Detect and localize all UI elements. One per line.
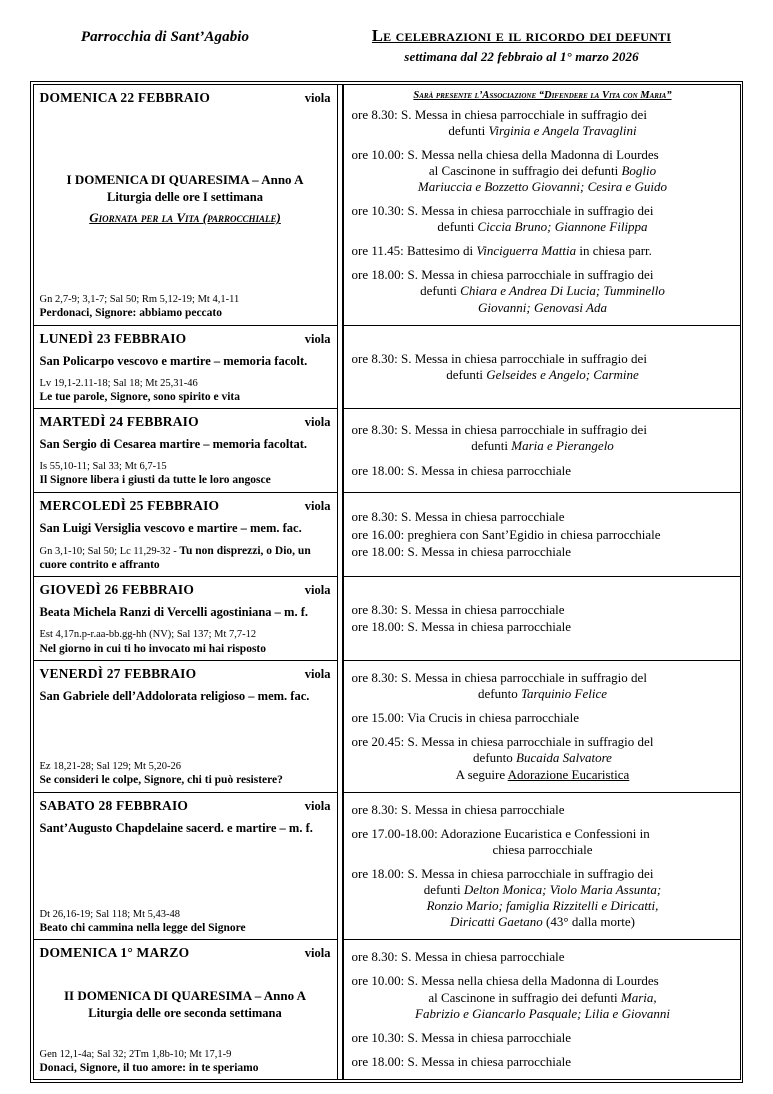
table-row — [34, 939, 740, 1079]
celebration-continuation: chiesa parrocchiale — [492, 841, 593, 857]
celebration-entry — [352, 544, 734, 560]
celebration-entry — [352, 351, 734, 383]
scripture-readings — [40, 544, 331, 573]
celebration-continuation: Ronzio Mario; famiglia Rizzitelli e Diricatti, — [426, 898, 659, 914]
celebration-entry — [352, 619, 734, 635]
celebration-description: S. Messa in chiesa parrocchiale in suffragio dei — [407, 203, 654, 219]
celebration-continuation: defunti Virginia e Angela Travaglini — [448, 122, 637, 138]
celebration-entry — [352, 1054, 734, 1070]
feast-block — [40, 452, 331, 460]
day-cell — [34, 408, 337, 492]
psalm-response: Donaci, Signore, il tuo amore: in te speriamo — [39, 1061, 259, 1074]
psalm-response: Perdonaci, Signore: abbiamo peccato — [39, 307, 222, 320]
saint-memorial: Beata Michela Ranzi di Vercelli agostiniana – m. f. — [39, 605, 309, 620]
celebration-time: ore 10.30: — [351, 203, 405, 219]
celebration-description: S. Messa nella chiesa della Madonna di Lourdes — [407, 973, 659, 989]
day-name: VENERDÌ 27 FEBBRAIO — [39, 665, 197, 681]
day-header — [40, 582, 331, 598]
celebration-time: ore 16.00: — [351, 526, 405, 542]
celebration-time: ore 20.45: — [351, 734, 405, 750]
readings-text: Lv 19,1-2.11-18; Sal 18; Mt 25,31-46 — [39, 377, 198, 389]
celebration-description: S. Messa in chiesa parrocchiale in suffragio del — [407, 734, 654, 750]
celebrations-cell — [343, 660, 740, 792]
celebration-entry — [352, 463, 734, 479]
celebration-entry — [352, 243, 734, 259]
celebration-continuation: al Cascinone in suffragio dei defunti Boglio — [428, 162, 657, 178]
schedule-table-body — [33, 84, 741, 1081]
celebrations-cell — [343, 939, 740, 1079]
celebration-continuation: Giovanni; Genovasi Ada — [477, 299, 608, 315]
readings-text: Ez 18,21-28; Sal 129; Mt 5,20-26 — [39, 761, 181, 773]
celebration-time: ore 8.30: — [351, 509, 398, 525]
table-row — [34, 660, 740, 792]
celebration-time: ore 10.30: — [351, 1029, 405, 1045]
celebrations-cell — [343, 408, 740, 492]
celebrations-cell — [343, 492, 740, 577]
celebration-description: S. Messa in chiesa parrocchiale in suffragio dei — [400, 350, 647, 366]
liturgical-color: viola — [304, 90, 331, 105]
celebration-continuation: defunto Tarquinio Felice — [477, 686, 608, 702]
table-row — [34, 792, 740, 940]
celebration-entry — [352, 866, 734, 930]
day-name: MERCOLEDÌ 25 FEBBRAIO — [39, 497, 220, 513]
scripture-readings — [40, 377, 331, 390]
celebration-description: S. Messa in chiesa parrocchiale in suffragio dei — [407, 865, 654, 881]
celebration-time: ore 8.30: — [351, 106, 398, 122]
celebration-description: S. Messa in chiesa parrocchiale in suffragio dei — [400, 422, 647, 438]
celebration-time: ore 8.30: — [351, 669, 398, 685]
celebration-continuation: defunti Maria e Pierangelo — [471, 438, 614, 454]
association-note: Sarà presente l’Associazione “Difendere la Vita con Maria” — [413, 89, 672, 101]
celebration-entry — [352, 527, 734, 543]
celebration-description: S. Messa in chiesa parrocchiale — [407, 619, 571, 635]
day-name: GIOVEDÌ 26 FEBBRAIO — [39, 582, 195, 598]
celebration-time: ore 10.00: — [351, 973, 405, 989]
day-name: DOMENICA 22 FEBBRAIO — [39, 89, 211, 105]
feast-block — [40, 106, 331, 294]
celebration-time: ore 8.30: — [351, 949, 398, 965]
schedule-table — [30, 81, 743, 1083]
readings-text: Gn 3,1-10; Sal 50; Lc 11,29-32 - — [39, 545, 180, 557]
readings-text: Dt 26,16-19; Sal 118; Mt 5,43-48 — [39, 908, 180, 920]
saint-memorial: San Gabriele dell’Addolorata religioso – mem. fac. — [39, 688, 310, 703]
celebration-time: ore 18.00: — [351, 462, 405, 478]
table-row — [34, 408, 740, 492]
day-header — [40, 666, 331, 682]
table-row — [34, 492, 740, 577]
celebration-continuation: defunto Bucaida Salvatore — [473, 750, 612, 766]
celebration-description: Battesimo di Vinciguerra Mattia in chiesa parr. — [406, 243, 652, 259]
celebration-time: ore 15.00: — [351, 710, 405, 726]
liturgy-of-hours: Liturgia delle ore I settimana — [107, 190, 263, 205]
table-row — [34, 576, 740, 660]
feast-title: II DOMENICA DI QUARESIMA – Anno A — [64, 987, 306, 1003]
celebration-continuation: defunti Delton Monica; Violo Maria Assunta; — [423, 882, 662, 898]
celebration-description: S. Messa in chiesa parrocchiale — [400, 801, 565, 817]
celebration-time: ore 8.30: — [351, 602, 398, 618]
readings-text: Est 4,17n.p-r.aa-bb.gg-hh (NV); Sal 137; Mt 7,7-12 — [39, 629, 257, 641]
celebration-continuation: defunti Ciccia Bruno; Giannone Filippa — [437, 219, 648, 235]
celebration-entry — [352, 826, 734, 858]
day-header — [40, 498, 331, 514]
day-name: SABATO 28 FEBBRAIO — [39, 797, 189, 813]
page-subtitle: settimana dal 22 febbraio al 1° marzo 2026 — [404, 49, 639, 64]
psalm-response: Se consideri le colpe, Signore, chi ti può resistere? — [39, 774, 283, 787]
day-header — [40, 798, 331, 814]
scripture-readings — [40, 908, 331, 921]
celebration-time: ore 11.45: — [351, 243, 404, 259]
celebration-entry — [352, 422, 734, 454]
celebration-description: S. Messa in chiesa parrocchiale — [400, 509, 565, 525]
celebration-description: S. Messa in chiesa parrocchiale — [407, 1053, 571, 1069]
readings-text: Gen 12,1-4a; Sal 32; 2Tm 1,8b-10; Mt 17,1-9 — [39, 1048, 232, 1060]
day-cell — [34, 660, 337, 792]
celebration-entry — [352, 509, 734, 525]
celebrations-cell — [343, 792, 740, 940]
celebration-entry — [352, 949, 734, 965]
feast-block — [40, 961, 331, 1047]
feast-block — [40, 704, 331, 760]
celebration-time: ore 18.00: — [351, 865, 405, 881]
celebration-entry — [352, 147, 734, 195]
celebration-time: ore 18.00: — [351, 1053, 405, 1069]
celebration-description: Via Crucis in chiesa parrocchiale — [407, 710, 579, 726]
day-cell — [34, 85, 337, 325]
liturgical-color: viola — [304, 946, 331, 961]
celebrations-cell — [343, 85, 740, 325]
celebration-description: S. Messa in chiesa parrocchiale — [407, 543, 571, 559]
celebration-time: ore 8.30: — [351, 422, 398, 438]
saint-memorial: San Luigi Versiglia vescovo e martire – mem. fac. — [39, 520, 302, 535]
scripture-readings — [40, 760, 331, 773]
day-cell — [34, 939, 337, 1079]
celebration-time: ore 8.30: — [351, 801, 398, 817]
document-header — [0, 0, 773, 65]
header-title-block — [300, 26, 743, 65]
celebrations-cell — [343, 325, 740, 409]
day-cell — [34, 325, 337, 409]
scripture-readings — [40, 628, 331, 641]
celebration-time: ore 17.00-18.00: — [351, 825, 438, 841]
day-header — [40, 945, 331, 961]
celebration-description: S. Messa nella chiesa della Madonna di Lourdes — [407, 146, 659, 162]
celebration-continuation: A seguire Adorazione Eucaristica — [455, 766, 630, 782]
day-cell — [34, 792, 337, 940]
celebration-continuation: Mariuccia e Bozzetto Giovanni; Cesira e Guido — [417, 178, 668, 194]
psalm-response: Nel giorno in cui ti ho invocato mi hai risposto — [39, 642, 266, 655]
table-row — [34, 325, 740, 409]
celebration-description: S. Messa in chiesa parrocchiale in suffragio del — [400, 669, 647, 685]
celebration-description: S. Messa in chiesa parrocchiale — [407, 462, 571, 478]
celebration-description: S. Messa in chiesa parrocchiale in suffragio dei — [407, 267, 654, 283]
liturgical-color: viola — [304, 666, 331, 681]
celebration-entry — [352, 710, 734, 726]
day-cell — [34, 492, 337, 577]
feast-block — [40, 369, 331, 377]
celebration-continuation: Diricatti Gaetano (43° dalla morte) — [450, 914, 635, 930]
celebration-description: Adorazione Eucaristica e Confessioni in — [440, 825, 650, 841]
celebration-continuation: Fabrizio e Giancarlo Pasquale; Lilia e Giovanni — [415, 1005, 670, 1021]
celebration-time: ore 10.00: — [351, 146, 405, 162]
celebration-entry — [352, 1030, 734, 1046]
celebration-continuation: al Cascinone in suffragio dei defunti Maria, — [428, 989, 657, 1005]
celebration-description: S. Messa in chiesa parrocchiale — [400, 949, 565, 965]
feast-block — [40, 536, 331, 544]
liturgical-color: viola — [304, 798, 331, 813]
celebration-entry — [352, 973, 734, 1021]
table-row — [34, 85, 740, 325]
scripture-readings — [40, 293, 331, 306]
psalm-response: Le tue parole, Signore, sono spirito e vita — [39, 390, 241, 403]
day-name: MARTEDÌ 24 FEBBRAIO — [39, 414, 199, 430]
day-name: DOMENICA 1° MARZO — [39, 945, 190, 961]
celebrations-cell — [343, 576, 740, 660]
day-cell — [34, 576, 337, 660]
celebration-time: ore 18.00: — [351, 543, 405, 559]
celebration-entry — [352, 203, 734, 235]
liturgical-color: viola — [304, 331, 331, 346]
feast-block — [40, 836, 331, 908]
celebration-continuation: defunti Gelseides e Angelo; Carmine — [446, 366, 639, 382]
celebration-entry — [352, 734, 734, 782]
celebration-entry — [352, 267, 734, 315]
celebration-entry — [352, 107, 734, 139]
special-observance: Giornata per la Vita (parrocchiale) — [89, 210, 281, 226]
feast-title: I DOMENICA DI QUARESIMA – Anno A — [66, 172, 304, 188]
day-header — [40, 331, 331, 347]
celebration-time: ore 18.00: — [351, 619, 405, 635]
celebration-time: ore 8.30: — [351, 350, 398, 366]
parish-name: Parrocchia di Sant’Agabio — [80, 29, 250, 45]
psalm-response: Beato chi cammina nella legge del Signore — [39, 922, 246, 934]
celebration-entry — [352, 602, 734, 618]
liturgical-color: viola — [304, 498, 331, 513]
page-title: Le celebrazioni e il ricordo dei defunti — [371, 26, 672, 45]
scripture-readings — [40, 1048, 331, 1061]
saint-memorial: San Policarpo vescovo e martire – memoria facolt. — [39, 353, 308, 368]
liturgical-color: viola — [304, 415, 331, 430]
celebration-description: S. Messa in chiesa parrocchiale — [400, 602, 565, 618]
celebration-description: S. Messa in chiesa parrocchiale in suffragio dei — [400, 106, 647, 122]
celebration-entry — [352, 670, 734, 702]
celebration-continuation: defunti Chiara e Andrea Di Lucia; Tumminello — [420, 283, 665, 299]
scripture-readings — [40, 460, 331, 473]
readings-text: Gn 2,7-9; 3,1-7; Sal 50; Rm 5,12-19; Mt 4,1-11 — [39, 294, 240, 306]
liturgical-color: viola — [304, 583, 331, 598]
celebration-time: ore 18.00: — [351, 267, 405, 283]
readings-text: Is 55,10-11; Sal 33; Mt 6,7-15 — [39, 461, 167, 473]
celebration-entry — [352, 802, 734, 818]
feast-block — [40, 620, 331, 628]
celebration-description: preghiera con Sant’Egidio in chiesa parrocchiale — [407, 526, 661, 542]
saint-memorial: San Sergio di Cesarea martire – memoria facoltat. — [39, 437, 308, 452]
celebration-description: S. Messa in chiesa parrocchiale — [407, 1029, 571, 1045]
day-header — [40, 90, 331, 106]
psalm-response: Il Signore libera i giusti da tutte le loro angosce — [39, 474, 271, 487]
day-header — [40, 414, 331, 430]
day-name: LUNEDÌ 23 FEBBRAIO — [39, 330, 187, 346]
psalm-response: Tu non disprezzi, o Dio, un cuore contrito e affranto — [39, 544, 311, 572]
saint-memorial: Sant’Augusto Chapdelaine sacerd. e martire – m. f. — [39, 820, 313, 835]
liturgy-of-hours: Liturgia delle ore seconda settimana — [88, 1005, 282, 1020]
